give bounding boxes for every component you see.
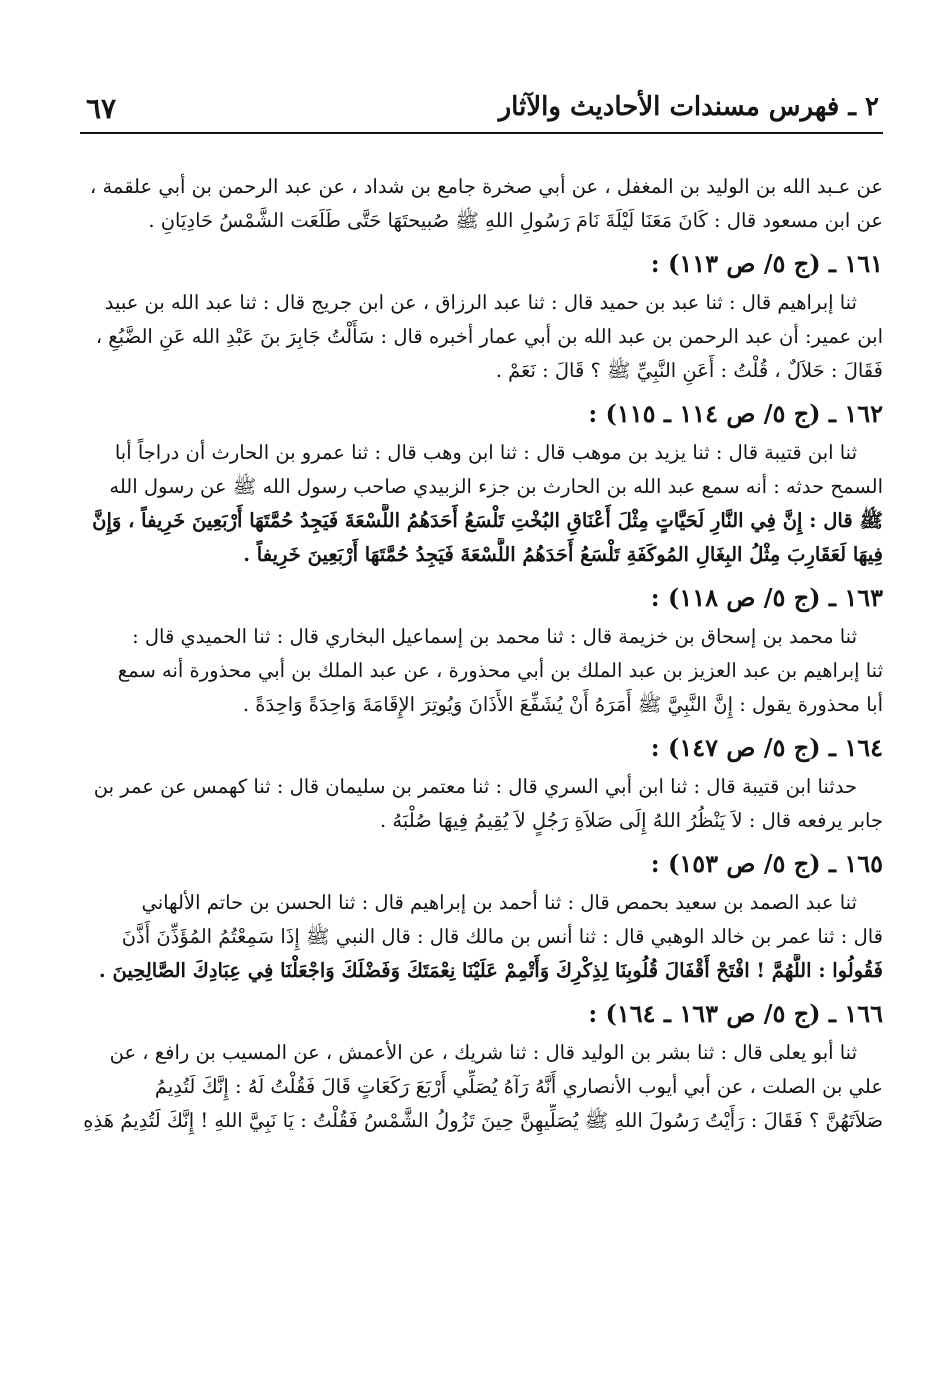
- text-line: جابر يرفعه قال : لاَ يَنْظُرُ اللهُ إِلَى صَلاَةِ رَجُلٍ لاَ يُقِيمُ فِيهَا صُلْبَهُ .: [379, 809, 883, 832]
- text-line: حدثنا ابن قتيبة قال : ثنا ابن أبي السري قال : ثنا معتمر بن سليمان قال : ثنا كهمس عن عمر بن: [93, 775, 857, 798]
- text-line: عن ابن مسعود قال : كَانَ مَعَنَا لَيْلَةَ نَامَ رَسُولِ اللهِ ﷺ صُبيحتَهَا حَتَّى طَلَعَت الشَّمْسُ حَادِيَانِ .: [148, 209, 883, 232]
- body-text: [78, 170, 883, 1138]
- entry-heading-163: ١٦٣ ـ (ج ٥/ ص ١١٨) :: [650, 583, 883, 612]
- text-line: علي بن الصلت ، عن أبي أيوب الأنصاري أَنَّهُ رَآهُ يُصَلِّي أَرْبَعَ رَكَعَاتٍ قَالَ فَقُلْتُ لَهُ : إِنَّكَ لَتُدِيمُ: [154, 1075, 883, 1098]
- text-line: ثنا محمد بن إسحاق بن خزيمة قال : ثنا محمد بن إسماعيل البخاري قال : ثنا الحميدي قال :: [132, 625, 857, 648]
- text-line: ابن عمير: أن عبد الرحمن بن عبد الله بن أبي عمار أخبره قال : سَأَلْتُ جَابِرَ بنَ عَبْدِ الله عَنِ الضَّبُعِ ،: [95, 325, 883, 348]
- entry-heading-165: ١٦٥ ـ (ج ٥/ ص ١٥٣) :: [650, 849, 883, 878]
- entry-heading-166: ١٦٦ ـ (ج ٥/ ص ١٦٣ ـ ١٦٤) :: [588, 999, 883, 1028]
- text-line: ثنا عبد الصمد بن سعيد بحمص قال : ثنا أحمد بن إبراهيم قال : ثنا الحسن بن حاتم الألهاني: [141, 891, 857, 914]
- text-line: قال : ثنا عمر بن خالد الوهبي قال : ثنا أنس بن مالك قال : قال النبي ﷺ إِذَا سَمِعْتُمُ المُؤَذِّنَ أَذَّنَ: [121, 925, 883, 948]
- text-line: فَقُولُوا : اللَّهُمَّ ! افْتَحْ أَقْفَالَ قُلُوبِنَا لِذِكْرِكَ وَأَتْمِمْ عَلَيْنَا نِعْمَتَكَ وَفَضْلَكَ وَاجْعَلْنَا فِي عِبَادِكَ الصَّالِحِينَ .: [98, 959, 883, 982]
- text-line: فِيهَا لَعَقَارِبَ مِثْلُ البِغَالِ المُوكَفَةِ تَلْسَعُ أَحَدَهُمُ اللَّسْعَةَ فَيَجِدُ حُمَّتَهَا أَرْبَعِينَ خَرِيفاً .: [243, 543, 883, 566]
- text-line: ﷺ قال : إِنَّ فِي النَّارِ لَحَيَّاتٍ مِثْلَ أَعْنَاقِ البُخْتِ تَلْسَعُ أَحَدَهُمُ اللَّسْعَةَ فَيَجِدُ حُمَّتَهَا أَرْبَعِينَ خَرِيفاً ، وَإِنَّ: [92, 509, 883, 532]
- text-line: ثنا إبراهيم بن عبد العزيز بن عبد الملك بن أبي محذورة ، عن عبد الملك بن أبي محذورة أنه سمع: [117, 659, 883, 682]
- entry-heading-162: ١٦٢ ـ (ج ٥/ ص ١١٤ ـ ١١٥) :: [588, 399, 883, 428]
- text-line: السمح حدثه : أنه سمع عبد الله بن الحارث بن جزء الزبيدي صاحب رسول الله ﷺ عن رسول الله: [109, 475, 883, 498]
- running-title: ٢ ـ فهرس مسندات الأحاديث والآثار: [498, 92, 879, 122]
- text-line: صَلاَتَهُنَّ ؟ فَقَالَ : رَأَيْتُ رَسُولَ اللهِ ﷺ يُصَلِّيهِنَّ حِينَ تَزُولُ الشَّمْسُ فَقُلْتُ : يَا نَبِيَّ اللهِ ! إِنَّكَ لَتُدِيمُ هَذِهِ: [83, 1109, 883, 1132]
- text-line: ثنا إبراهيم قال : ثنا عبد بن حميد قال : ثنا عبد الرزاق ، عن ابن جريج قال : ثنا عبد الله بن عبيد: [104, 291, 857, 314]
- text-line: ثنا ابن قتيبة قال : ثنا يزيد بن موهب قال : ثنا ابن وهب قال : ثنا عمرو بن الحارث أن دراجاً أبا: [114, 441, 857, 464]
- entry-heading-164: ١٦٤ ـ (ج ٥/ ص ١٤٧) :: [650, 733, 883, 762]
- entry-heading-161: ١٦١ ـ (ج ٥/ ص ١١٣) :: [650, 249, 883, 278]
- text-line: ثنا أبو يعلى قال : ثنا بشر بن الوليد قال : ثنا شريك ، عن الأعمش ، عن المسيب بن رافع ، عن: [109, 1041, 857, 1064]
- text-line: فَقَالَ : حَلاَلٌ ، قُلْتُ : أَعَنِ النَّبِيِّ ﷺ ؟ قَالَ : نَعَمْ .: [495, 359, 883, 382]
- header-rule: [80, 132, 883, 134]
- text-line: عن عـبد الله بن الوليد بن المغفل ، عن أبي صخرة جامع بن شداد ، عن عبد الرحمن بن أبي علقمة ،: [89, 175, 883, 198]
- text-line: أبا محذورة يقول : إِنَّ النَّبِيَّ ﷺ أَمَرَهُ أَنْ يُشَفِّعَ الأَذَانَ وَيُوتِرَ الإِقَامَةَ وَاحِدَةً وَاحِدَةً .: [242, 693, 883, 716]
- page-number: ٦٧: [86, 92, 117, 125]
